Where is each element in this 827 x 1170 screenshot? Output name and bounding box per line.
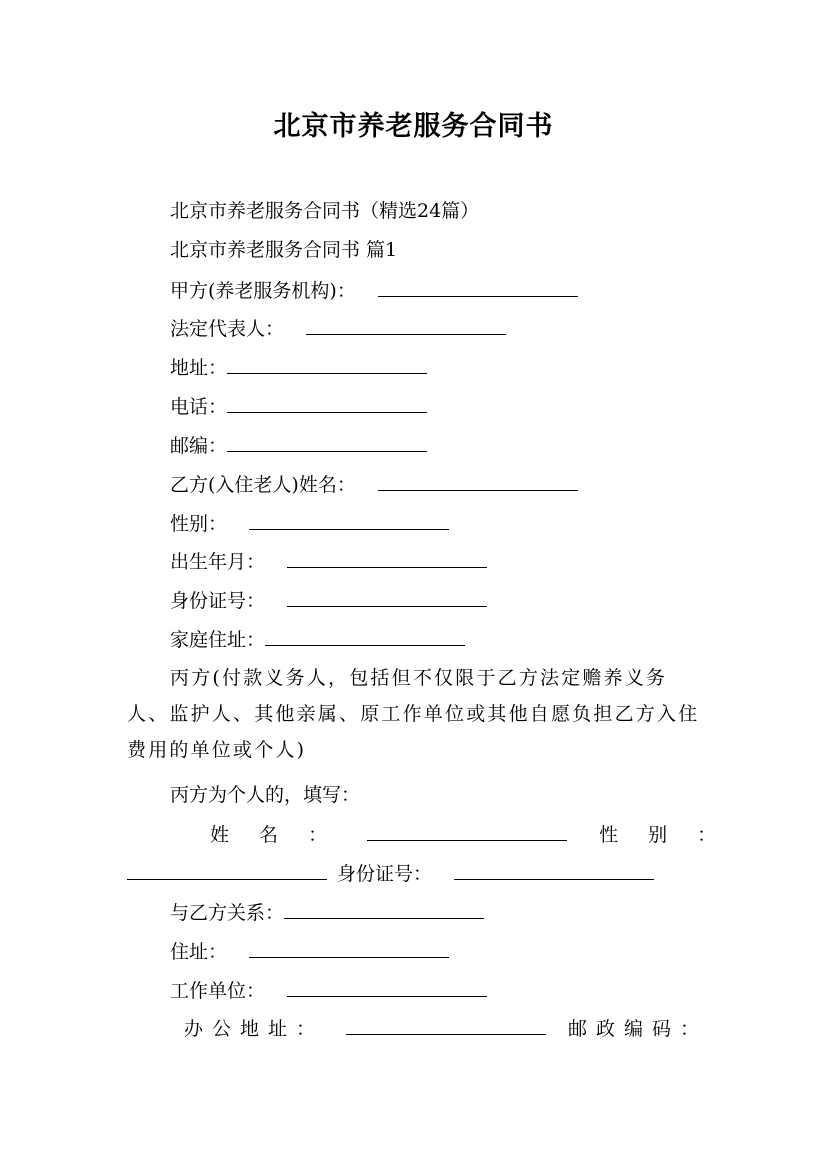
birth-blank <box>287 549 487 568</box>
address-line <box>170 355 750 380</box>
office-address-label: 办公地址： <box>184 1018 325 1040</box>
birth-line <box>170 549 750 574</box>
c-name-blank <box>367 822 567 841</box>
residence-line <box>170 939 750 964</box>
postcode-line <box>170 433 750 458</box>
home-address-blank <box>265 627 465 646</box>
chapter-text: 北京市养老服务合同书 篇1 <box>170 239 398 261</box>
subtitle-text: 北京市养老服务合同书（精选24篇） <box>170 200 480 222</box>
c-gender-label: 性 别 ： <box>599 824 729 846</box>
id-line <box>170 588 750 613</box>
relation-line <box>170 900 750 925</box>
relation-label: 与乙方关系： <box>170 902 285 924</box>
postcode-label: 邮编： <box>170 435 228 457</box>
party-a-line <box>170 278 750 303</box>
legal-rep-line <box>170 316 750 341</box>
address-label: 地址： <box>170 357 228 379</box>
id-label: 身份证号： <box>170 590 266 612</box>
work-unit-blank <box>287 978 487 997</box>
c-gender-blank <box>127 861 327 880</box>
legal-rep-label: 法定代表人： <box>170 318 285 340</box>
office-address-blank <box>346 1016 546 1035</box>
residence-label: 住址： <box>170 941 228 963</box>
party-a-blank <box>378 278 578 297</box>
c-name-line <box>210 822 790 847</box>
birth-label: 出生年月： <box>170 551 266 573</box>
c-name-label: 姓 名 ： <box>210 824 340 846</box>
party-b-blank <box>378 472 578 491</box>
office-address-line <box>184 1016 764 1041</box>
phone-blank <box>227 394 427 413</box>
relation-blank <box>284 900 484 919</box>
work-unit-line <box>170 978 750 1003</box>
party-c-individual-line <box>170 783 750 807</box>
chapter-line <box>170 238 750 262</box>
document-title: 北京市养老服务合同书 <box>273 111 554 142</box>
c-gender-id-line <box>127 861 707 886</box>
address-blank <box>227 355 427 374</box>
party-b-label: 乙方(入住老人)姓名： <box>170 474 356 496</box>
phone-label: 电话： <box>170 396 228 418</box>
party-a-label: 甲方(养老服务机构)： <box>170 280 356 302</box>
party-c-individual-text: 丙方为个人的，填写： <box>170 784 361 806</box>
c-id-blank <box>454 861 654 880</box>
gender-line <box>170 511 750 536</box>
gender-blank <box>249 511 449 530</box>
postcode-blank <box>227 433 427 452</box>
work-unit-label: 工作单位： <box>170 980 266 1002</box>
c-id-label: 身份证号： <box>337 863 433 885</box>
id-blank <box>287 588 487 607</box>
party-c-intro: 丙方(付款义务人，包括但不仅限于乙方法定赡养义务人、监护人、其他亲属、原工作单位或其他自愿负担乙方入住费用的单位或个人) <box>127 667 700 761</box>
subtitle-line <box>170 199 750 223</box>
post-code-label: 邮政编码： <box>568 1018 709 1040</box>
home-address-label: 家庭住址： <box>170 629 266 651</box>
residence-blank <box>249 939 449 958</box>
phone-line <box>170 394 750 419</box>
home-address-line <box>170 627 750 652</box>
legal-rep-blank <box>306 316 506 335</box>
party-b-line <box>170 472 750 497</box>
gender-label: 性别： <box>170 513 228 535</box>
